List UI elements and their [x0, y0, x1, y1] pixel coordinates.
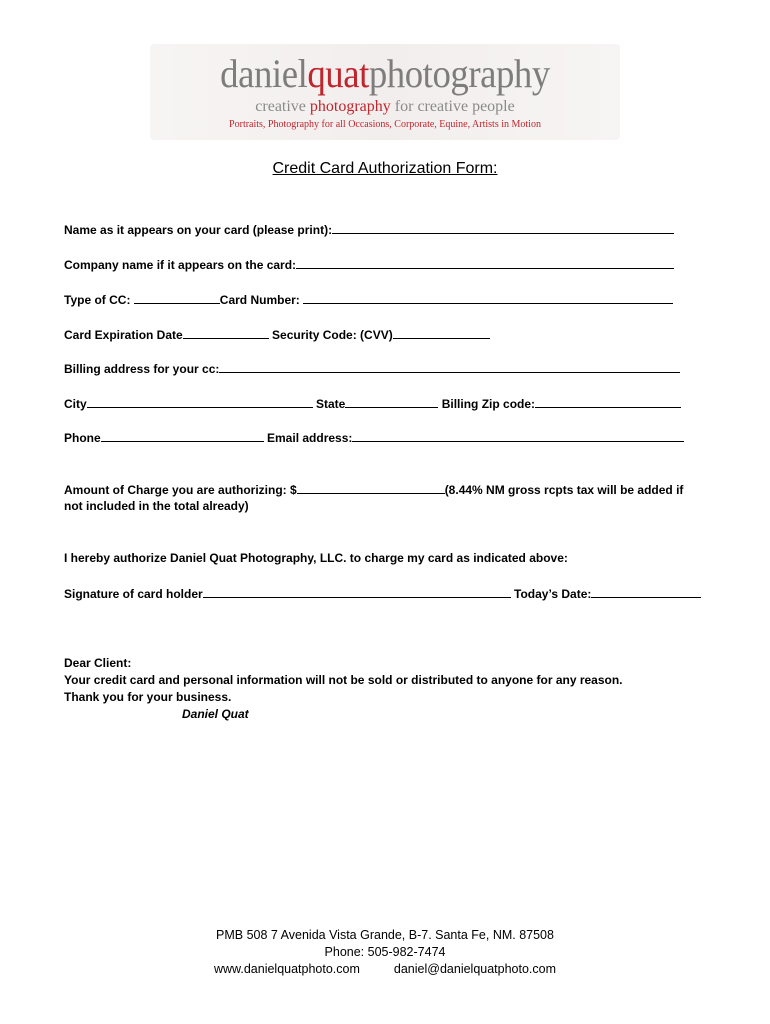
tagline-accent: photography [309, 98, 391, 115]
footer-address: PMB 508 7 Avenida Vista Grande, B-7. Santa Fe, NM. 87508 [216, 928, 554, 942]
logo-tagline [150, 98, 620, 116]
logo-word-photography: photography [368, 51, 550, 96]
form-title: Credit Card Authorization Form: [272, 160, 498, 177]
signature-row [64, 586, 701, 601]
card-type-label: Type of CC: [64, 293, 134, 307]
letter-signature: Daniel Quat [182, 707, 249, 721]
client-letter [64, 655, 623, 723]
logo-word-quat: quat [307, 51, 369, 96]
tagline-part: for creative people [390, 98, 515, 115]
amount-row [64, 482, 683, 497]
amount-note-line2: not included in the total already) [64, 499, 249, 513]
tagline-part: creative [255, 98, 310, 115]
authorization-statement: I hereby authorize Daniel Quat Photography, LLC. to charge my card as indicated above: [64, 551, 568, 565]
name-row [64, 222, 674, 237]
footer-phone: Phone: 505-982-7474 [324, 945, 446, 959]
billing-label: Billing address for your cc: [64, 362, 220, 376]
state-field[interactable] [345, 396, 438, 408]
zip-label: Billing Zip code: [438, 397, 536, 411]
expiration-row [64, 327, 490, 342]
logo-word-daniel: daniel [220, 51, 308, 96]
logo-services: Portraits, Photography for all Occasions, Corporate, Equine, Artists in Motion [229, 119, 541, 130]
amount-field[interactable] [297, 482, 445, 494]
company-label: Company name if it appears on the card: [64, 258, 297, 272]
footer-email[interactable]: daniel@danielquatphoto.com [393, 962, 557, 976]
city-row [64, 396, 681, 411]
city-label: City [64, 397, 87, 411]
email-field[interactable] [352, 430, 684, 442]
footer-website[interactable]: www.danielquatphoto.com [213, 962, 360, 976]
state-label: State [312, 397, 346, 411]
billing-row [64, 361, 680, 376]
expiration-label: Card Expiration Date [64, 328, 183, 342]
security-code-field[interactable] [393, 327, 490, 339]
phone-label: Phone [64, 431, 101, 445]
billing-field[interactable] [219, 361, 680, 373]
signature-label: Signature of card holder [64, 587, 203, 601]
letter-line-privacy: Your credit card and personal information will not be sold or distributed to anyone for any reason. [64, 673, 623, 687]
date-label: Today’s Date: [510, 587, 592, 601]
footer [0, 927, 770, 978]
letter-salutation: Dear Client: [64, 656, 132, 670]
company-logo [150, 44, 620, 140]
letter-line-thanks: Thank you for your business. [64, 690, 232, 704]
logo-wordmark [169, 51, 601, 96]
company-field[interactable] [296, 257, 674, 269]
security-code-label: Security Code: (CVV) [268, 328, 393, 342]
footer-contact [0, 961, 770, 978]
amount-note: (8.44% NM gross rcpts tax will be added if [444, 483, 684, 497]
card-type-row [64, 292, 673, 307]
name-label: Name as it appears on your card (please print): [64, 223, 333, 237]
company-row [64, 257, 674, 272]
signature-field[interactable] [203, 586, 511, 598]
name-field[interactable] [332, 222, 674, 234]
card-type-field[interactable] [134, 292, 220, 304]
phone-field[interactable] [101, 430, 264, 442]
zip-field[interactable] [535, 396, 681, 408]
amount-label: Amount of Charge you are authorizing: $ [64, 483, 297, 497]
expiration-field[interactable] [183, 327, 269, 339]
card-number-field[interactable] [303, 292, 673, 304]
phone-row [64, 430, 684, 445]
date-field[interactable] [591, 586, 701, 598]
city-field[interactable] [87, 396, 313, 408]
email-label: Email address: [263, 431, 353, 445]
card-number-label: Card Number: [219, 293, 304, 307]
